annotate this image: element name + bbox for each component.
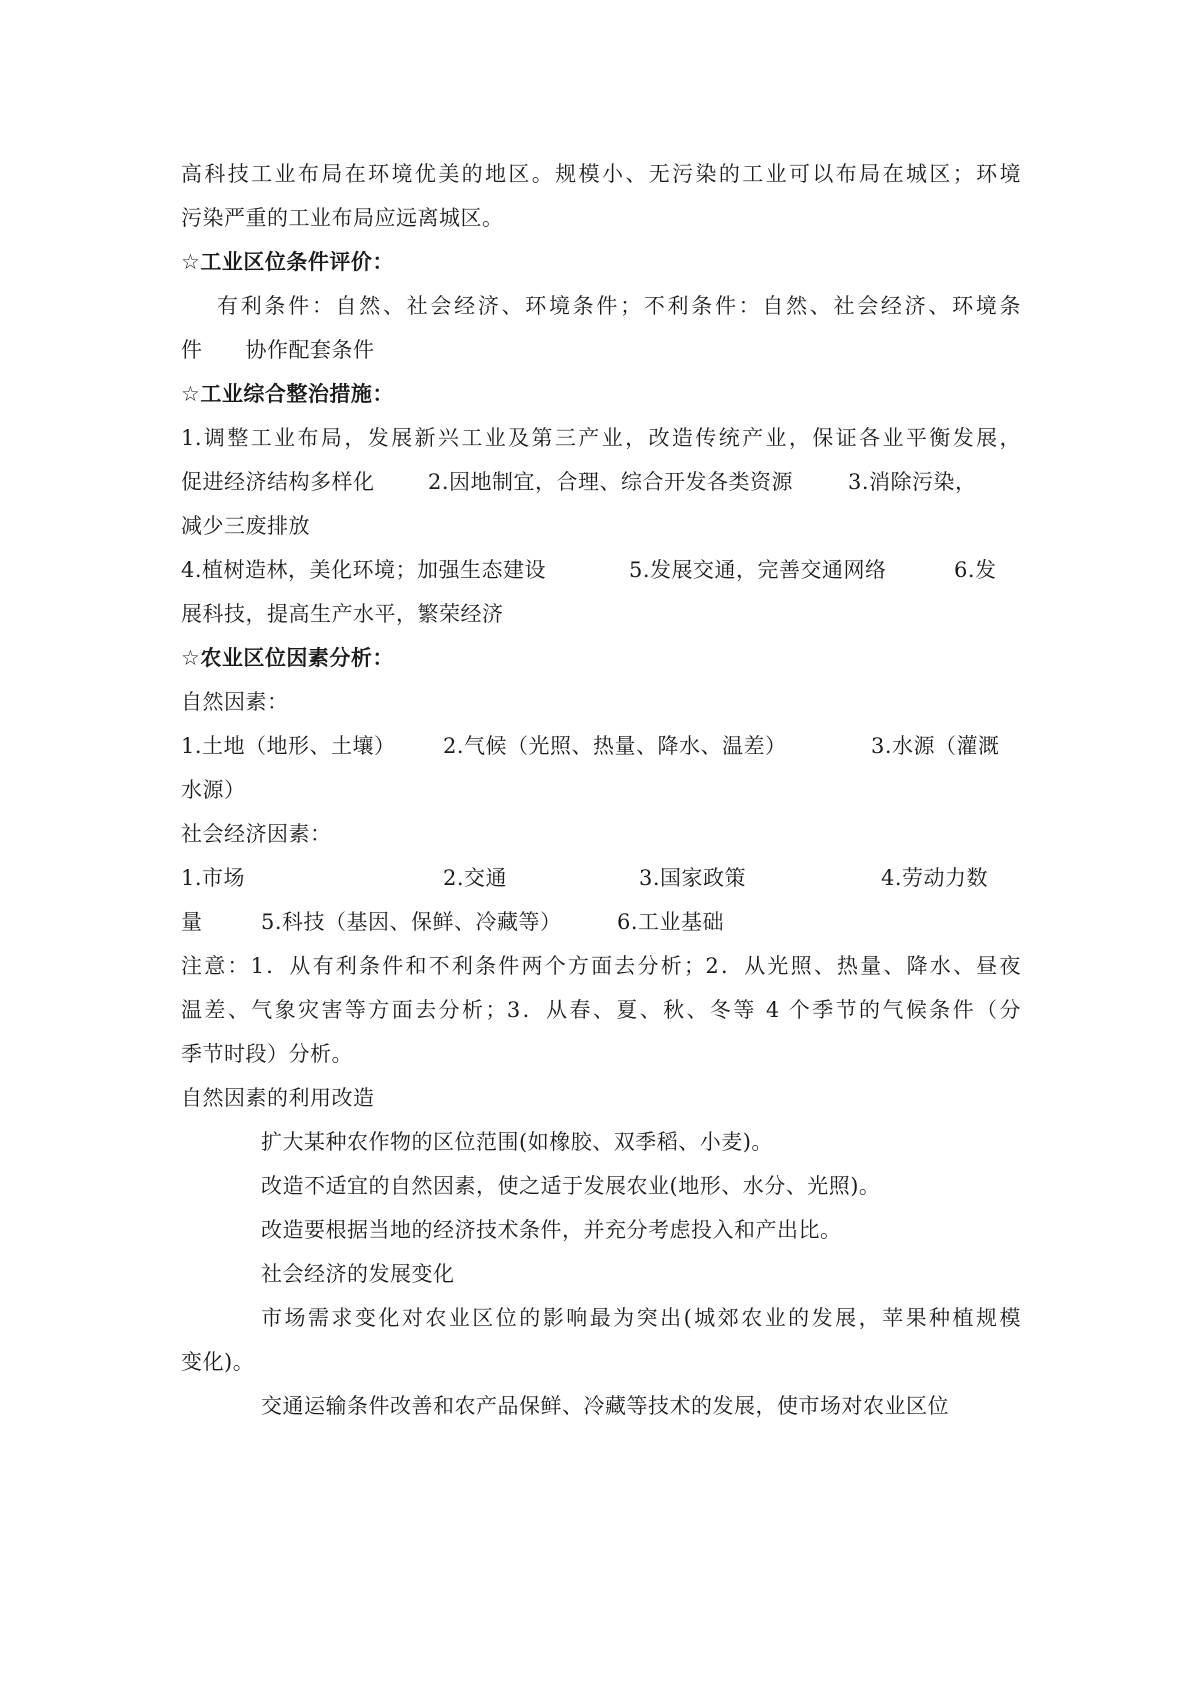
list-item-line — [181, 900, 1021, 944]
section-heading: ☆工业综合整治措施： — [181, 382, 394, 406]
list-item-line: 1.调整工业布局，发展新兴工业及第三产业，改造传统产业，保证各业平衡发展， — [181, 426, 1021, 450]
paragraph-line: 改造不适宜的自然因素，使之适于发展农业(地形、水分、光照)。 — [261, 1174, 881, 1198]
paragraph-line: 高科技工业布局在环境优美的地区。规模小、无污染的工业可以布局在城区；环境 — [181, 162, 1021, 186]
list-item-text: 3.水源（灌溉 — [871, 734, 1000, 758]
list-item-text: 4.劳动力数 — [881, 866, 989, 890]
paragraph-line: 污染严重的工业布局应远离城区。 — [181, 206, 504, 230]
list-item-line — [181, 724, 1021, 768]
subsection-title: 自然因素： — [181, 690, 289, 714]
section-heading: ☆工业区位条件评价： — [181, 250, 394, 274]
paragraph-line: 扩大某种农作物的区位范围(如橡胶、双季稻、小麦)。 — [261, 1130, 773, 1154]
subsection-title: 社会经济因素： — [181, 822, 332, 846]
paragraph-line: 市场需求变化对农业区位的影响最为突出(城郊农业的发展，苹果种植规模 — [261, 1306, 1021, 1330]
list-item-text: 1.土地（地形、土壤） — [181, 734, 396, 758]
list-item-text: 量 — [181, 910, 203, 934]
paragraph-line: 件 协作配套条件 — [181, 338, 375, 362]
paragraph-line: 交通运输条件改善和农产品保鲜、冷藏等技术的发展，使市场对农业区位 — [261, 1394, 949, 1418]
list-item-text: 6.发 — [954, 558, 997, 582]
list-item-text: 2.气候（光照、热量、降水、温差） — [443, 734, 787, 758]
list-item-line: 减少三废排放 — [181, 514, 310, 538]
list-item-line: 展科技，提高生产水平，繁荣经济 — [181, 602, 504, 626]
subsection-title: 社会经济的发展变化 — [261, 1262, 455, 1286]
list-item-line — [181, 460, 1021, 504]
list-item-text: 3.国家政策 — [639, 866, 747, 890]
list-item-text: 2.因地制宜，合理、综合开发各类资源 — [428, 470, 794, 494]
paragraph-line: 变化)。 — [181, 1350, 255, 1374]
subsection-title: 自然因素的利用改造 — [181, 1086, 375, 1110]
note-line: 温差、气象灾害等方面去分析；3．从春、夏、秋、冬等 4 个季节的气候条件（分 — [181, 998, 1021, 1022]
paragraph-line: 有利条件：自然、社会经济、环境条件；不利条件：自然、社会经济、环境条 — [217, 294, 1021, 318]
list-item-text: 6.工业基础 — [617, 910, 725, 934]
list-item-text: 5.科技（基因、保鲜、冷藏等） — [261, 910, 562, 934]
list-item-line — [181, 856, 1021, 900]
list-item-text: 1.市场 — [181, 866, 246, 890]
list-item-line: 水源） — [181, 778, 246, 802]
section-heading: ☆农业区位因素分析： — [181, 646, 394, 670]
list-item-text: 3.消除污染， — [848, 470, 977, 494]
list-item-text: 促进经济结构多样化 — [181, 470, 375, 494]
paragraph-line: 改造要根据当地的经济技术条件，并充分考虑投入和产出比。 — [261, 1218, 842, 1242]
list-item-text: 5.发展交通，完善交通网络 — [629, 558, 887, 582]
list-item-text: 4.植树造林，美化环境；加强生态建设 — [181, 558, 547, 582]
document-body — [181, 152, 1021, 1428]
list-item-text: 2.交通 — [443, 866, 508, 890]
note-line: 季节时段）分析。 — [181, 1042, 353, 1066]
list-item-line — [181, 548, 1021, 592]
note-line: 注意：1．从有利条件和不利条件两个方面去分析；2．从光照、热量、降水、昼夜 — [181, 954, 1021, 978]
